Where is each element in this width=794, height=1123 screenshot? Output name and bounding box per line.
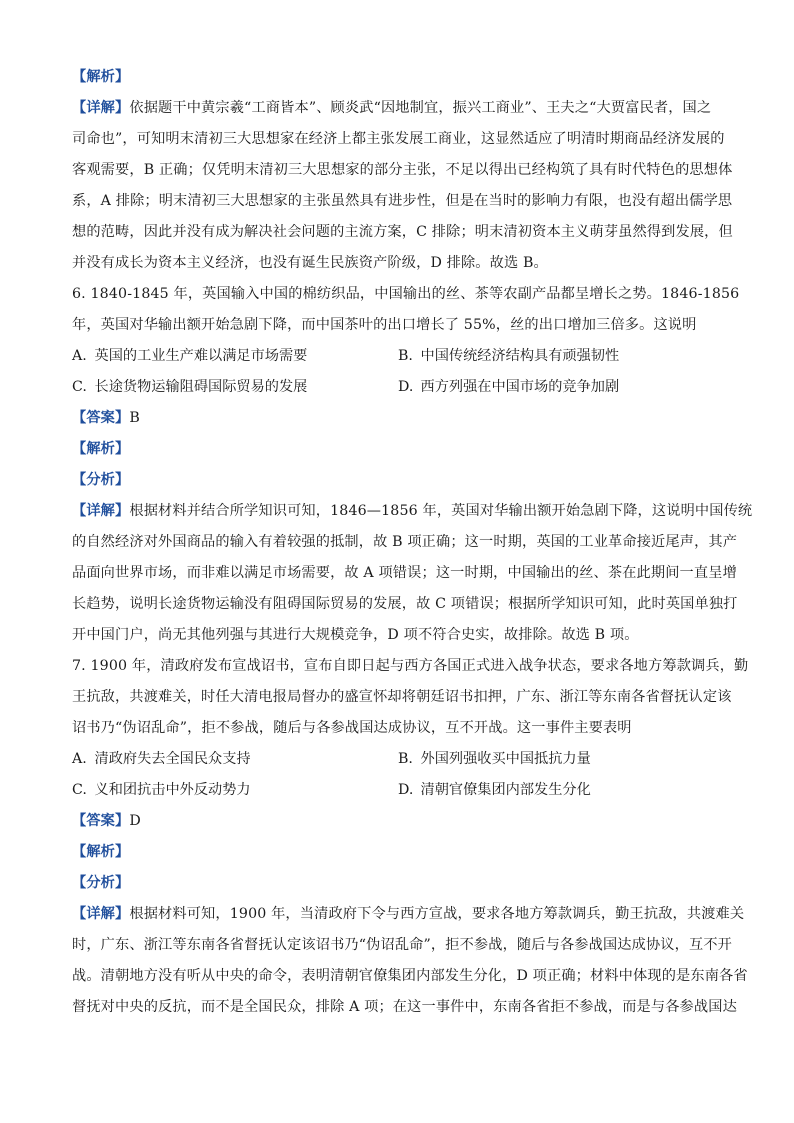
- option-d: D. 西方列强在中国市场的竞争加剧: [398, 379, 620, 395]
- detail-paragraph-line: 的自然经济对外国商品的输入有着较强的抵制，故 B 项正确；这一时期，英国的工业革命接近尾声，其产: [72, 534, 738, 550]
- question-7-options-row: [72, 775, 724, 806]
- detail-paragraph-line: 战。清朝地方没有听从中央的命令，表明清朝官僚集团内部发生分化，D 项正确；材料中体现的是东南各省: [72, 968, 748, 984]
- answer-line: [72, 403, 724, 434]
- option-c: C. 义和团抗击中外反动势力: [72, 782, 251, 798]
- question-6-stem: 6. 1840-1845 年，英国输入中国的棉纺织品，中国输出的丝、茶等农副产品都呈增长之势。1846-1856: [72, 286, 740, 302]
- question-6-options-row: [72, 372, 724, 403]
- detail-paragraph-line: 长趋势，说明长途货物运输没有阻碍国际贸易的发展，故 C 项错误；根据所学知识可知，此时英国单独打: [72, 596, 738, 612]
- option-d: D. 清朝官僚集团内部发生分化: [398, 782, 591, 798]
- detail-paragraph-line: 系，A 排除；明末清初三大思想家的主张虽然具有进步性，但是在当时的影响力有限，也没有超出儒学思: [72, 193, 733, 209]
- question-7-options-row: [72, 744, 724, 775]
- section-analysis-heading: [72, 62, 724, 93]
- fenxi-heading: 【分析】: [72, 875, 130, 891]
- detail-text: 依据题干中黄宗羲“工商皆本”、顾炎武“因地制宜，振兴工商业”、王夫之“大贾富民者，国之: [129, 100, 712, 116]
- analysis-heading: 【解析】: [72, 844, 130, 860]
- detail-paragraph-line: [72, 93, 724, 124]
- detail-label: 【详解】: [72, 100, 130, 116]
- question-7-stem: 王抗敌，共渡难关，时任大清电报局督办的盛宣怀却将朝廷诏书扣押，广东、浙江等东南各省督抚认定该: [72, 689, 732, 705]
- question-7-stem: 7. 1900 年，清政府发布宣战诏书，宣布自即日起与西方各国正式进入战争状态，要求各地方筹款调兵，勤: [72, 658, 749, 674]
- detail-paragraph-line: 【详解】根据材料可知，1900 年，当清政府下令与西方宣战，要求各地方筹款调兵，勤王抗敌，共渡难关: [72, 906, 745, 922]
- detail-paragraph-line: 督抚对中央的反抗，而不是全国民众，排除 A 项；在这一事件中，东南各省拒不参战，而是与各参战国达: [72, 999, 737, 1015]
- option-c: C. 长途货物运输阻碍国际贸易的发展: [72, 379, 308, 395]
- fenxi-heading: 【分析】: [72, 472, 130, 488]
- answer-label: 【答案】: [72, 410, 130, 426]
- document-page: [72, 62, 753, 1023]
- detail-paragraph-line: 品面向世界市场，而非难以满足市场需要，故 A 项错误；这一时期，中国输出的丝、茶在此期间一直呈增: [72, 565, 737, 581]
- detail-paragraph-line: 司命也”，可知明末清初三大思想家在经济上都主张发展工商业，这显然适应了明清时期商品经济发展的: [72, 131, 725, 147]
- answer-line: [72, 806, 724, 837]
- detail-paragraph-line: 并没有成长为资本主义经济，也没有诞生民族资产阶级，D 排除。故选 B。: [72, 255, 548, 271]
- detail-paragraph-line: 想的范畴，因此并没有成为解决社会问题的主流方案，C 排除；明末清初资本主义萌芽虽然得到发展，但: [72, 224, 733, 240]
- detail-paragraph-line: 客观需要，B 正确；仅凭明末清初三大思想家的部分主张，不足以得出已经构筑了具有时代特色的思想体: [72, 162, 733, 178]
- answer-label: 【答案】: [72, 813, 130, 829]
- analysis-heading: 【解析】: [72, 441, 130, 457]
- option-b: B. 中国传统经济结构具有顽强韧性: [398, 348, 620, 364]
- option-a: A. 英国的工业生产难以满足市场需要: [72, 348, 308, 364]
- option-b: B. 外国列强收买中国抵抗力量: [398, 751, 591, 767]
- question-6-stem: 年，英国对华输出额开始急剧下降，而中国茶叶的出口增长了 55%，丝的出口增加三倍多。这说明: [72, 317, 697, 333]
- answer-value: D: [129, 813, 141, 829]
- detail-paragraph-line: 开中国门户，尚无其他列强与其进行大规模竞争，D 项不符合史实，故排除。故选 B 项。: [72, 627, 639, 643]
- question-7-stem: 诏书乃“伪诏乱命”，拒不参战，随后与各参战国达成协议，互不开战。这一事件主要表明: [72, 720, 632, 736]
- question-6-options-row: [72, 341, 724, 372]
- option-a: A. 清政府失去全国民众支持: [72, 751, 251, 767]
- analysis-label: 【解析】: [72, 69, 130, 85]
- detail-paragraph-line: 时，广东、浙江等东南各省督抚认定该诏书乃“伪诏乱命”，拒不参战，随后与各参战国达成协议，互不开: [72, 937, 732, 953]
- detail-paragraph-line: 【详解】根据材料并结合所学知识可知，1846—1856 年，英国对华输出额开始急剧下降，这说明中国传统: [72, 503, 753, 519]
- answer-value: B: [129, 410, 140, 426]
